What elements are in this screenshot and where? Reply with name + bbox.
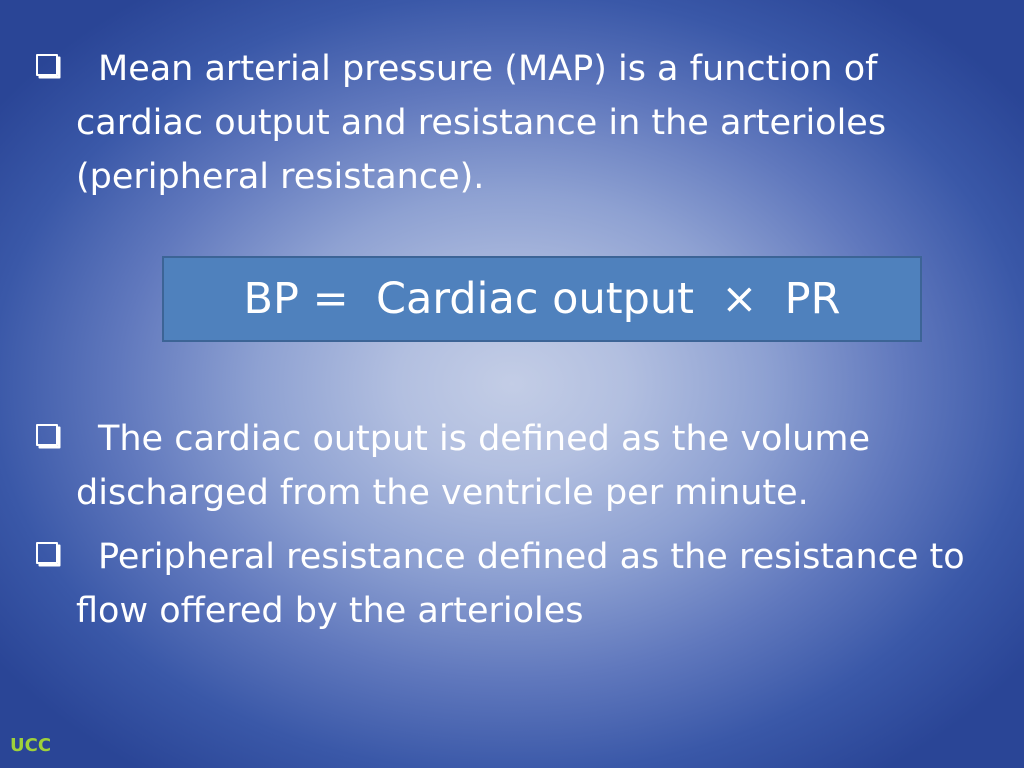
checkbox-square-icon [36, 424, 58, 446]
checkbox-square-icon [36, 542, 58, 564]
footer-label: UCC [10, 735, 52, 756]
bullet-text: Peripheral resistance defined as the resistance to flow offered by the arterioles [76, 537, 965, 631]
bullet-peripheral-resistance-definition [36, 530, 976, 638]
checkbox-square-icon [36, 54, 58, 76]
bullet-cardiac-output-definition [36, 412, 976, 520]
bullet-text: The cardiac output is defined as the volume discharged from the ventricle per minute. [76, 419, 870, 513]
bullet-map-definition [36, 42, 976, 204]
bullet-text: Mean arterial pressure (MAP) is a function of cardiac output and resistance in the arterioles (peripheral resistance). [76, 49, 887, 197]
formula-text: BP = Cardiac output × PR [243, 274, 841, 324]
formula-box [162, 256, 922, 342]
